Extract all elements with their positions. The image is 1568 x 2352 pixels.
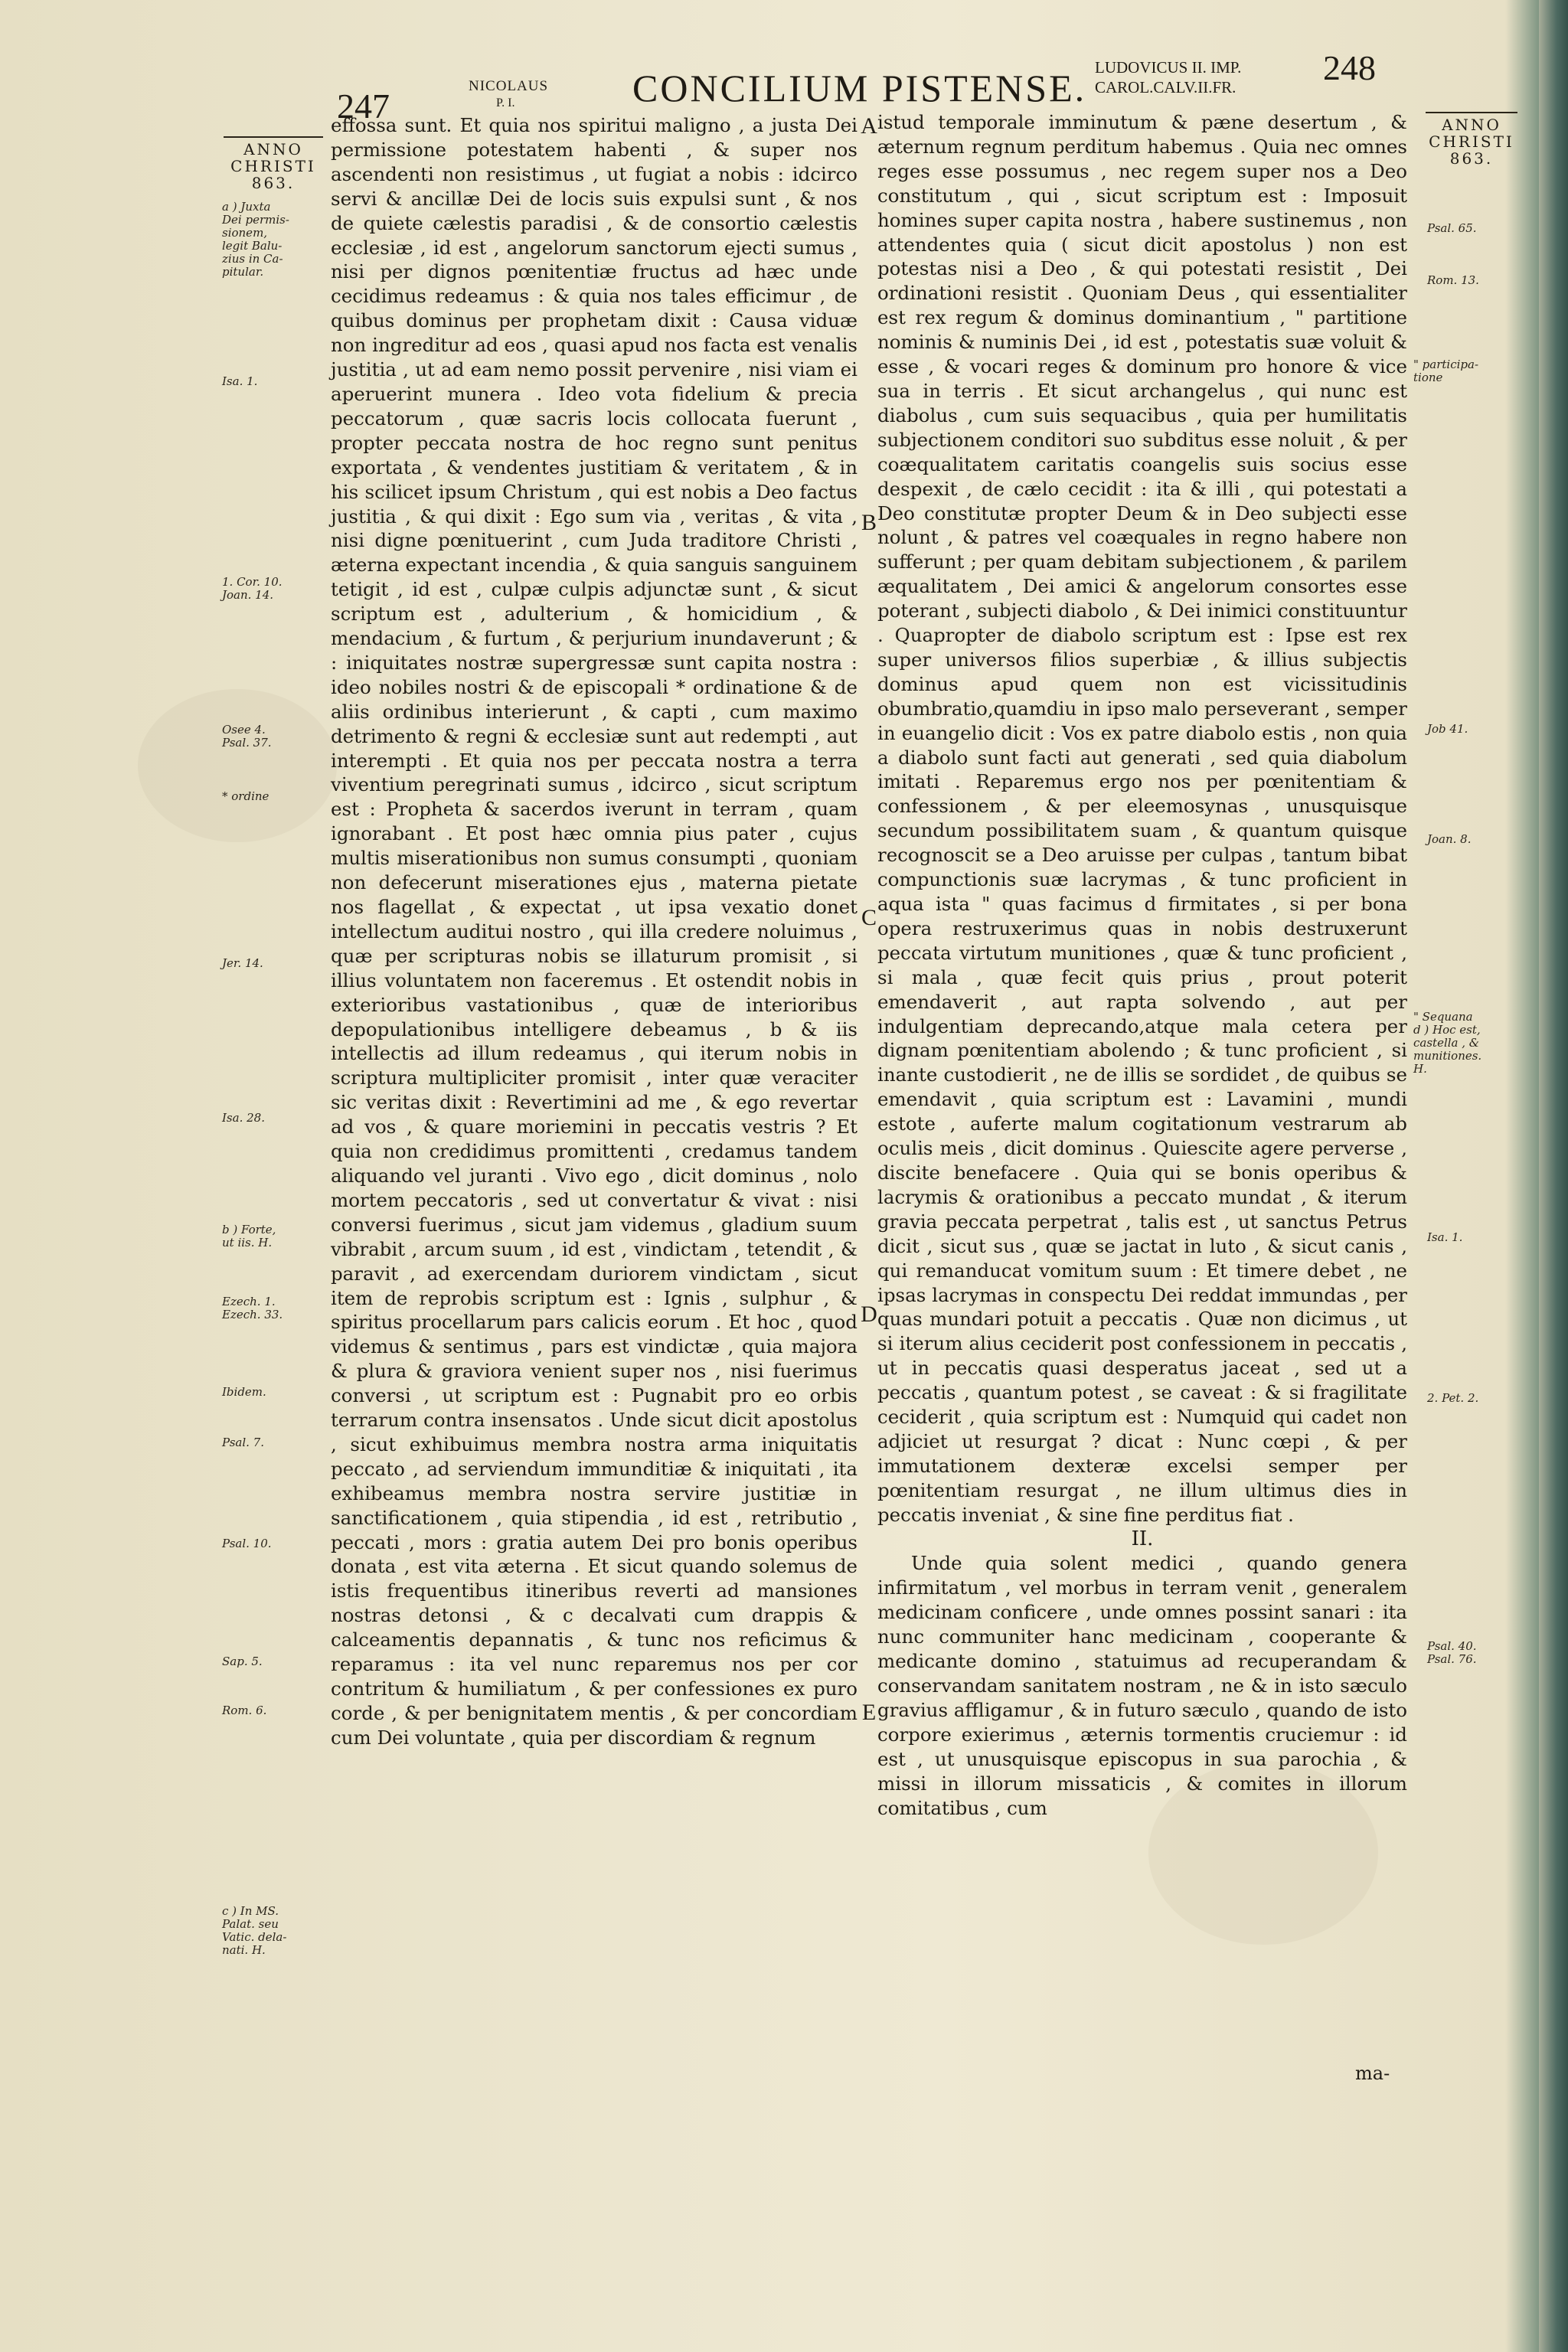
section-number: II. [1131,1527,1154,1550]
margin-note-left: c ) In MS. Palat. seu Vatic. dela- nati. H. [222,1904,287,1957]
section-letter: A [861,113,877,139]
margin-note-left: Psal. 10. [222,1537,272,1550]
margin-note-right: Psal. 65. [1427,221,1477,235]
margin-note-left: Rom. 6. [222,1704,267,1717]
page-number-right: 248 [1323,48,1376,87]
body-paragraph: Unde quia solent medici , quando genera infirmitatum , vel morbus in terram venit , generalem medicinam conficere , unde omnes possint sanari : ita nunc communiter hanc medicinam , cooperante & medicante domino , statuimus ad recuperandam & conservandam sanitatem nostram , ne & in isto sæculo gravius affligamur , & in futuro sæculo , quando de isto corpore exierimus , æternis tormentis cruciemur : id est , ut unusquisque episcopus in sua parochia , & missi in illorum missaticis , & comites in illorum comitatibus , cum [877,1552,1407,1819]
margin-note-left: Psal. 7. [222,1436,264,1449]
text-column-left [331,113,858,1750]
margin-note-right: 2. Pet. 2. [1427,1391,1479,1405]
margin-note-left: Ibidem. [222,1385,266,1399]
margin-note-left: 1. Cor. 10. Joan. 14. [222,575,283,602]
margin-note-left: a ) Juxta Dei permis- sionem, legit Balu- zius in Ca- pitular. [222,200,289,279]
margin-note-left: Ezech. 1. Ezech. 33. [222,1295,283,1321]
body-paragraph: effossa sunt. Et quia nos spiritui maligno , a justa Dei permissione potestatem habenti , & super nos ascendenti non resistimus , ut fugiat a nobis : idcirco servi & ancillæ Dei de locis suis expulsi sunt , & nos de quiete cælestis paradisi , & de consortio cælestis ecclesiæ , id est , angelorum sanctorum ejecti sumus , nisi per dignos pœnitentiæ fructus ad hæc unde cecidimus redeamus : & quia nos tales efficimur , de quibus dominus per prophetam dixit : Causa viduæ non ingreditur ad eos , quasi apud nos facta est venalis justitia , ut ad eam nemo possit pervenire , nisi viam ei aperuerint munera . Ideo vota fidelium & precia peccatorum , quæ sacris locis collocata fuerunt , propter peccata nostra de hoc regno sunt penitus exportata , & vendentes justitiam & veritatem , & in his scilicet ipsum Christum , qui est nobis a Deo factus justitia , & qui dixit : Ego sum via , veritas , & vita , nisi digne pœnituerint , cum Juda traditore Christi , æterna expectant incendia , & quia sanguis sanguinem tetigit , id est , culpæ culpis adjunctæ sunt , & sicut scriptum est , adulterium , & homicidium , & mendacium , & furtum , & perjurium inundaverunt ; & : iniquitates nostræ supergressæ sunt capita nostra : ideo nobiles nostri & de episcopali * ordinatione & de aliis ordinibus interierunt , & capti , cum maximo detrimento & regni & ecclesiæ sunt aut redempti , aut interempti . Et quia nos per peccata nostra a terra viventium peregrinati sumus , idcirco , sicut scriptum est : Propheta & sacerdos iverunt in terram , quam ignorabant . Et post hæc omnia pius pater , cujus multis miserationibus non sumus consumpti , quoniam non defecerunt miserationes ejus , materna pietate nos flagellat , & expectat , ut ipsa vexatio donet intellectum auditui nostro , qui illa credere noluimus , quæ per scripturas nobis se illaturum promisit , si illius voluntatem non faceremus . Et ostendit nobis in exterioribus vastationibus , quæ de interioribus depopulationibus intelligere debeamus , b & iis intellectis ad illum redeamus , qui iterum nobis in scriptura multipliciter promisit , inter quæ veraciter sic veritas dixit : Revertimini ad me , & ego revertar ad vos , & quare moriemini in peccatis vestris ? Et quia non credidimus promittenti , credamus tandem aliquando vel juranti . Vivo ego , dicit dominus , nolo mortem peccatoris , sed ut convertatur & vivat : nisi conversi fuerimus , sicut jam videmus , gladium suum vibrabit , arcum suum , id est , vindictam , tetendit , & paravit , ad exercendam duriorem vindictam , sicut item de reprobis scriptum est : Ignis , sulphur , & spiritus procellarum pars calicis eorum . Et hoc , quod videmus & sentimus , pars est vindictæ , quia majora & plura & graviora venient super nos , nisi fuerimus conversi , ut scriptum est : Pugnabit pro eo orbis terrarum contra insensatos . Unde sicut dicit apostolus , sicut exhibuimus membra nostra arma iniquitatis peccato , ad serviendum immunditiæ & iniquitati , ita exhibeamus membra nostra servire justitiæ in sanctificationem , quia stipendia , id est , retributio , peccati , mors : gratia autem Dei pro bonis operibus donata , est vita æterna . Et sicut quando solemus de istis frequentibus itineribus reverti ad mansiones nostras detonsi , & c decalvati cum drappis & calceamentis depannatis , & tunc nos reficimus & reparamus : ita vel nunc reparemus nos per cor contritum & humiliatum , & per confessiones ex puro corde , & per benignitatem mentis , & per concordiam cum Dei voluntate , quia per discordiam & regnum [331,114,858,1749]
section-letter: E [861,1700,877,1725]
body-paragraph: istud temporale imminutum & pæne desertum , & æternum regnum perditum habemus . Quia nec omnes reges esse possumus , nec regem super nos a Deo constitutum , qui , sicut scriptum est : Imposuit homines super capita nostra , habere sustinemus , non attendentes quia ( sicut dicit apostolus ) non est potestas nisi a Deo , & qui potestati resistit , Dei ordinationi resistit . Quoniam Deus , qui essentialiter est rex regum & dominus dominantium , " partitione nominis & numinis Dei , id est , potestatis suæ voluit & esse , & vocari reges & dominum pro honore & vice sua in terris . Et sicut archangelus , qui nunc est diabolus , cum suis sequacibus , quia per humilitatis subjectionem conditori suo subditus esse noluit , & per coæqualitatem caritatis coangelis suis socius esse despexit , de cælo cecidit : ita & illi , qui potestati a Deo constitutæ propter Deum & in Deo subjecti esse nolunt , & patres vel coæquales in regno habere non sufferunt ; per quam debitam subjectionem , & parilem æqualitatem , Dei amici & angelorum consortes esse poterant , subjecti diabolo , & Dei inimici constituuntur . Quapropter de diabolo scriptum est : Ipse est rex super universos filios superbiæ , & illius subjectis dominus apud quem non est vicissitudinis obumbratio,quamdiu in ipso malo perseverant , semper in euangelio dicit : Vos ex patre diabolo estis , non quia a diabolo sunt facti aut generati , sed quia diabolum imitati . Reparemus ergo nos per pœnitentiam & confessionem , & per eleemosynas , unusquisque secundum possibilitatem suam , & quantum quisque recognoscit se a Deo aruisse per culpas , tantum bibat compunctionis suæ lacrymas , & tunc proficient in aqua ista " quas facimus d firmitates , si per bona opera restruxerimus quas in nobis destruxerunt peccata virtutum munitiones , quæ & tunc proficient , si mala , quæ fecit quis prius , prout poterit emendaverit , aut rapta solvendo , aut per indulgentiam deprecando,atque mala cetera per dignam pœnitentiam abolendo ; & tunc proficient , si inante custodierit , ne de illis se sordidet , de quibus se emendavit , quia scriptum est : Lavamini , mundi estote , auferte malum cogitationum vestrarum ab oculis meis , dicit dominus . Quiescite agere perverse , discite benefacere . Quia qui se bonis operibus & lacrymis & orationibus a peccato mundat , & iterum gravia peccata perpetrat , talis est , ut sanctus Petrus dicit , sicut sus , quæ se jactat in luto , & sicut canis , qui remanducat vomitum suum : Et timere debet , ne ipsas lacrymas in conspectu Dei reddat immundas , per quas mundari potuit a peccatis . Quæ non dicimus , ut si iterum alius ceciderit post confessionem in peccatis , ut in peccatis quasi desperatus jaceat , sed ut a peccatis , quantum potest , se caveat : & si fragilitate ceciderit , quia scriptum est : Numquid qui cadet non adjiciet ut resurgat ? dicat : Nunc cœpi , & per immutationem dexteræ excelsi semper per pœnitentiam resurgat , ne illum ultimus dies in peccatis inveniat , & sine fine perditus fiat . [877,111,1407,1526]
margin-note-left: Isa. 1. [222,374,258,388]
margin-note-right: " participa- tione [1413,358,1479,384]
running-head-right-1: LUDOVICUS II. IMP. [1095,58,1242,77]
margin-note-left: Isa. 28. [222,1111,265,1125]
margin-note-right: " Sequana d ) Hoc est, castella , & munitiones. H. [1413,1010,1482,1076]
running-title: CONCILIUM PISTENSE. [632,67,1087,109]
margin-note-right: Job 41. [1427,722,1468,736]
year-line: 863. [1449,149,1494,168]
margin-note-right: Isa. 1. [1427,1230,1463,1244]
margin-note-right: Joan. 8. [1427,832,1472,846]
section-letter: B [861,510,877,535]
page-number-left: 247 [337,87,390,126]
year-marker-left [224,136,323,191]
paper-stain [138,689,337,842]
year-line: ANNO [243,140,303,158]
year-marker-right [1426,112,1517,167]
margin-note-right: Psal. 40. Psal. 76. [1427,1639,1477,1666]
margin-note-right: Rom. 13. [1427,273,1479,287]
book-spine [1539,0,1568,2352]
year-line: 863. [251,174,296,192]
margin-note-left: Sap. 5. [222,1655,263,1668]
section-letter: C [861,905,877,930]
year-line: CHRISTI [1429,132,1514,151]
text-column-right [877,110,1407,1820]
margin-note-left: b ) Forte, ut iis. H. [222,1223,276,1250]
year-line: ANNO [1442,116,1501,134]
running-head-left-1: NICOLAUS [469,78,549,94]
section-letter: D [861,1302,877,1327]
year-line: CHRISTI [230,157,316,175]
margin-note-left: Osee 4. Psal. 37. [222,723,272,750]
running-head-left-2: P. I. [496,96,515,109]
margin-note-left: * ordine [222,789,270,803]
running-head-right-2: CAROL.CALV.II.FR. [1095,78,1236,96]
catchword: ma- [1355,2063,1390,2084]
margin-note-left: Jer. 14. [222,956,263,970]
